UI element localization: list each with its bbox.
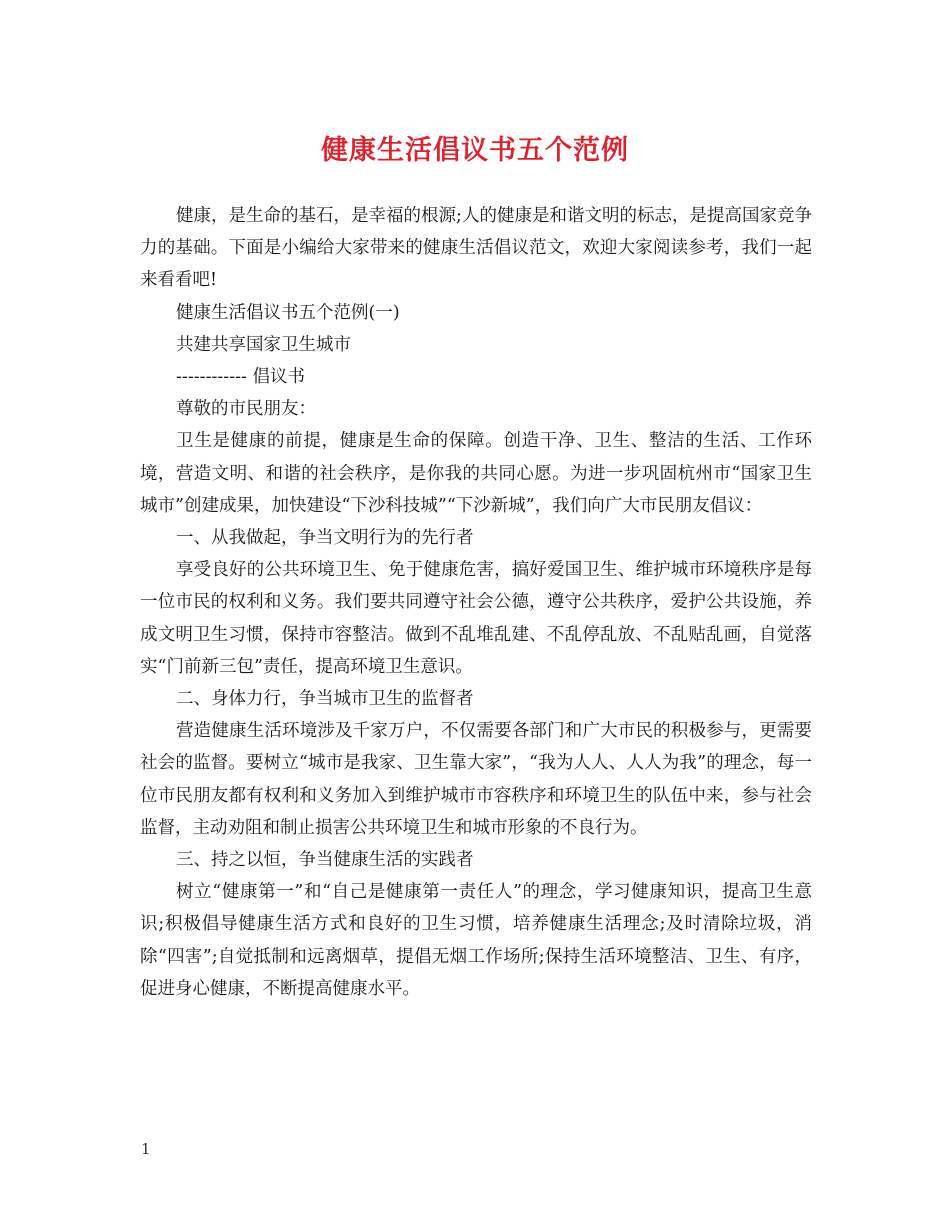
subtitle-suffix: ------------ 倡议书 [176,367,306,388]
point-heading-2: 二、身体力行，争当城市卫生的监督者 [176,689,474,710]
paragraph-body: 卫生是健康的前提，健康是生命的保障。创造干净、卫生、整洁的生活、工作环境，营造文明、和谐的社会秩序，是你我的共同心愿。为进一步巩固杭州市“国家卫生城市”创建成果，加快建设“下沙科技城”“下沙新城”，我们向广大市民朋友倡议： [140,431,812,516]
paragraph-intro: 健康，是生命的基石，是幸福的根源;人的健康是和谐文明的标志，是提高国家竞争力的基础。下面是小编给大家带来的健康生活倡议范文，欢迎大家阅读参考，我们一起来看看吧! [140,206,812,291]
paragraph-body: 营造健康生活环境涉及千家万户，不仅需要各部门和广大市民的积极参与，更需要社会的监督。要树立“城市是我家、卫生靠大家”，“我为人人、人人为我”的理念，每一位市民朋友都有权利和义务加入到维护城市市容秩序和环境卫生的队伍中来，参与社会监督，主动劝阻和制止损害公共环境卫生和城市形象的不良行为。 [140,721,812,838]
document-title: 健康生活倡议书五个范例 [321,135,629,166]
section-heading: 健康生活倡议书五个范例(一) [176,302,400,323]
paragraph-body: 树立“健康第一”和“自己是健康第一责任人”的理念，学习健康知识，提高卫生意识;积极倡导健康生活方式和良好的卫生习惯，培养健康生活理念;及时清除垃圾，消除“四害”;自觉抵制和远离烟草，提倡无烟工作场所;保持生活环境整洁、卫生、有序，促进身心健康，不断提高健康水平。 [140,882,812,999]
page-number: 1 [141,1140,151,1158]
document-body [140,200,812,1005]
paragraph-body: 享受良好的公共环境卫生、免于健康危害，搞好爱国卫生、维护城市环境秩序是每一位市民的权利和义务。我们要共同遵守社会公德，遵守公共秩序，爱护公共设施，养成文明卫生习惯，保持市容整洁。做到不乱堆乱建、不乱停乱放、不乱贴乱画，自觉落实“门前新三包”责任，提高环境卫生意识。 [140,560,812,677]
point-heading-1: 一、从我做起，争当文明行为的先行者 [176,528,474,549]
subtitle: 共建共享国家卫生城市 [176,334,351,355]
salutation: 尊敬的市民朋友： [176,399,316,420]
point-heading-3: 三、持之以恒，争当健康生活的实践者 [176,850,474,871]
